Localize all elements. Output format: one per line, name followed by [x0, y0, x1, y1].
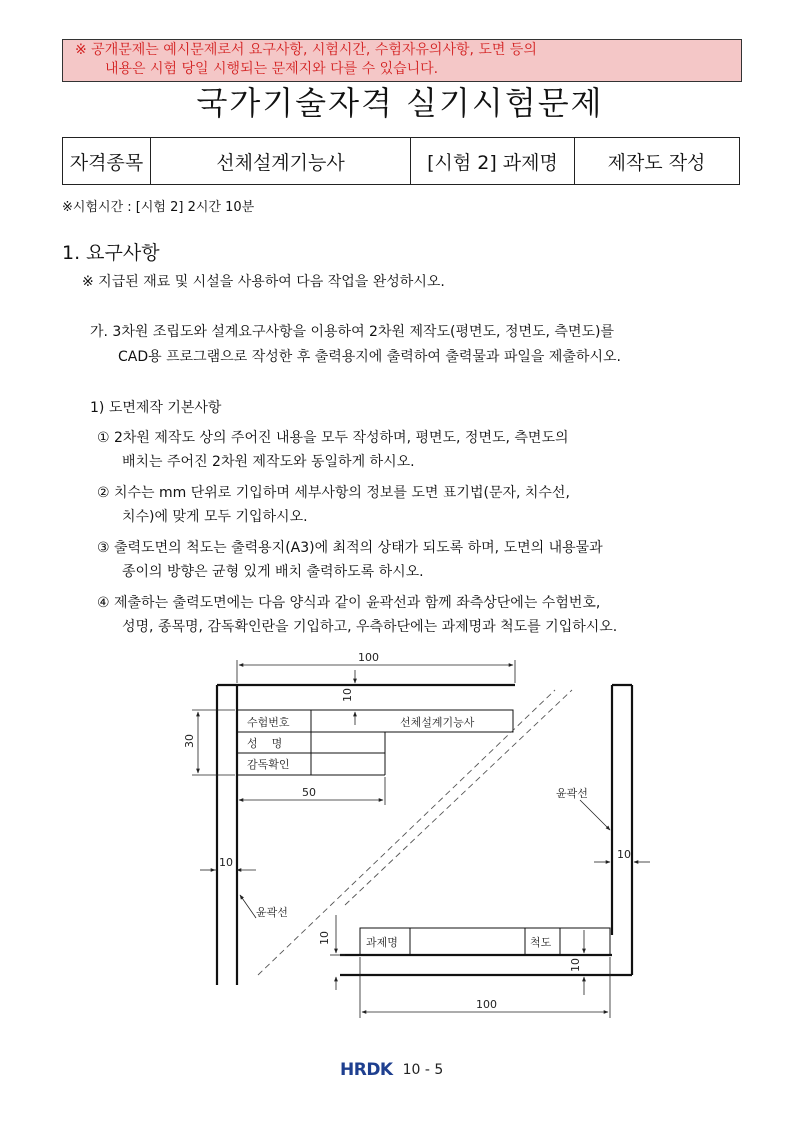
label-qualification-name: 선체설계기능사: [400, 716, 475, 729]
dim-bottom-height-right-label: 10: [569, 958, 582, 972]
page-title: 국가기술자격 실기시험문제: [196, 84, 604, 122]
leader-outline-right: [580, 800, 610, 830]
label-name: 성 명: [247, 737, 283, 750]
dim-left-width-label: 50: [302, 786, 316, 799]
requirements-note: ※ 지급된 재료 및 시설을 사용하여 다음 작업을 완성하시오.: [82, 274, 445, 290]
dim-bottom-height-left: [330, 915, 345, 990]
dim-bottom-height-left-label: 10: [318, 931, 331, 945]
qualification-label: 자격종목: [63, 138, 151, 184]
item-ga-line-1: 가. 3차원 조립도와 설계요구사항을 이용하여 2차원 제작도(평면도, 정면도, 측면도)를: [90, 324, 614, 340]
item-1-line-1: ① 2차원 제작도 상의 주어진 내용을 모두 작성하며, 평면도, 정면도, 측면도의: [97, 430, 569, 446]
section-title-requirements: 1. 요구사항: [62, 242, 160, 264]
task-label: [시험 2] 과제명: [411, 138, 575, 184]
notice-line-2: 내용은 시험 당일 시행되는 문제지와 다를 수 있습니다.: [105, 61, 439, 77]
label-task-name: 과제명: [366, 936, 398, 949]
hrdk-logo: HRDK: [340, 1060, 393, 1080]
label-exam-number: 수험번호: [247, 716, 290, 729]
qualification-value: 선체설계기능사: [151, 138, 411, 184]
item-4-line-1: ④ 제출하는 출력도면에는 다음 양식과 같이 윤곽선과 함께 좌측상단에는 수험번호,: [97, 595, 601, 611]
outline-right: [340, 685, 632, 975]
task-value: 제작도 작성: [607, 151, 706, 174]
item-4-line-2: 성명, 종목명, 감독확인란을 기입하고, 우측하단에는 과제명과 척도를 기입하시오.: [122, 619, 618, 635]
item-2-line-2: 치수)에 맞게 모두 기입하시오.: [122, 509, 308, 525]
exam-time: ※시험시간 : [시험 2] 2시간 10분: [62, 200, 255, 215]
label-outline-right: 윤곽선: [556, 787, 588, 800]
dim-left-margin-label: 10: [219, 856, 233, 869]
label-scale: 척도: [530, 936, 552, 949]
dim-top-width-label: 100: [358, 651, 379, 664]
subsection-title: 1) 도면제작 기본사항: [90, 400, 222, 416]
item-3-line-2: 종이의 방향은 균형 있게 배치 출력하도록 하시오.: [122, 564, 424, 580]
item-1-line-2: 배치는 주어진 2차원 제작도와 동일하게 하시오.: [122, 454, 415, 470]
page-number: 10 - 5: [402, 1062, 444, 1078]
page-footer: [340, 1060, 443, 1080]
item-ga-line-2: CAD용 프로그램으로 작성한 후 출력용지에 출력하여 출력물과 파일을 제출하시오.: [118, 349, 621, 365]
item-2-line-1: ② 치수는 mm 단위로 기입하며 세부사항의 정보를 도면 표기법(문자, 치수선,: [97, 485, 570, 501]
label-supervisor: 감독확인: [247, 758, 290, 771]
leader-outline-left: [240, 895, 256, 918]
dim-bottom-width-label: 100: [476, 998, 497, 1011]
dim-right-margin-label: 10: [617, 848, 631, 861]
notice-line-1: ※ 공개문제는 예시문제로서 요구사항, 시험시간, 수험자유의사항, 도면 등의: [75, 42, 537, 58]
dim-left-height: [192, 710, 235, 775]
dim-left-height-label: 30: [183, 734, 196, 748]
dim-top-height-label: 10: [341, 688, 354, 702]
label-outline-left: 윤곽선: [256, 906, 288, 919]
item-3-line-1: ③ 출력도면의 척도는 출력용지(A3)에 최적의 상태가 되도록 하며, 도면의 내용물과: [97, 540, 603, 556]
